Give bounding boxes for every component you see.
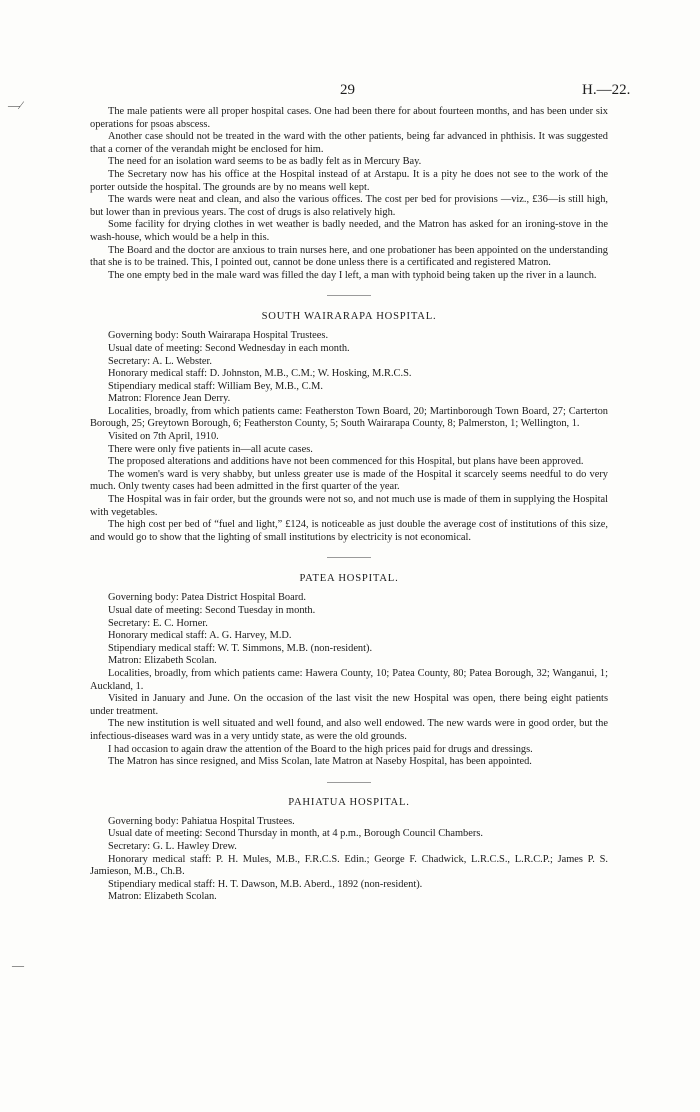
section-title: PAHIATUA HOSPITAL. xyxy=(288,796,410,808)
section-title: SOUTH WAIRARAPA HOSPITAL. xyxy=(261,311,437,323)
paragraph: Governing body: Patea District Hospital Board. xyxy=(108,592,306,604)
paragraph: Usual date of meeting: Second Thursday in month, at 4 p.m., Borough Council Chambers. xyxy=(108,828,483,840)
paragraph: Honorary medical staff: P. H. Mules, M.B., F.R.C.S. Edin.; George F. Chadwick, L.R.C.S., L.R.C.P.; James P. S. Jamieson, M.B., Ch.B. xyxy=(90,853,608,878)
paragraph: The high cost per bed of “fuel and light,” £124, is noticeable as just double the average cost of institutions of this size, and would go to show that the lighting of small institutions by electricity is not economical. xyxy=(90,519,608,543)
paragraph: Secretary: G. L. Hawley Drew. xyxy=(108,840,237,852)
section-divider xyxy=(327,295,371,296)
paragraph: I had occasion to again draw the attention of the Board to the high prices paid for drugs and dressings. xyxy=(108,743,533,755)
paragraph: Secretary: A. L. Webster. xyxy=(108,355,213,367)
text-column xyxy=(90,106,608,904)
section-title: PATEA HOSPITAL. xyxy=(299,573,399,585)
paragraph: Stipendiary medical staff: H. T. Dawson, M.B. Aberd., 1892 (non-resident). xyxy=(108,878,423,890)
paragraph: The wards were neat and clean, and also the various offices. The cost per bed for provisions —viz., £36—is still high, but lower than in previous years. The cost of drugs is also relatively high. xyxy=(90,194,608,218)
paragraph: Visited in January and June. On the occasion of the last visit the new Hospital was open, there being eight patients under treatment. xyxy=(90,693,608,717)
paragraph: Governing body: South Wairarapa Hospital Trustees. xyxy=(108,330,329,342)
document-reference: H.—22. xyxy=(582,82,631,98)
paragraph: The Board and the doctor are anxious to train nurses here, and one probationer has been appointed on the understanding that she is to be trained. This, I pointed out, cannot be done unless there is a certificated and registered Matron. xyxy=(90,244,608,269)
section-patea xyxy=(90,572,608,768)
section-south-wairarapa xyxy=(90,310,608,544)
paragraph: The women's ward is very shabby, but unless greater use is made of the Hospital it scarcely seems needful to do very much. Only twenty cases had been admitted in the first quarter of the year. xyxy=(90,468,608,493)
paragraph: The Hospital was in fair order, but the grounds were not so, and not much use is made of them in supplying the Hospital with vegetables. xyxy=(90,494,608,518)
paragraph: Another case should not be treated in the ward with the other patients, being far advanced in phthisis. It was suggested that a corner of the verandah might be enclosed for him. xyxy=(90,131,608,155)
section-divider xyxy=(327,782,371,783)
paragraph: The Matron has since resigned, and Miss Scolan, late Matron at Naseby Hospital, has been appointed. xyxy=(108,756,532,768)
paragraph: Visited on 7th April, 1910. xyxy=(108,431,219,443)
paragraph: The one empty bed in the male ward was filled the day I left, a man with typhoid being taken up the river in a launch. xyxy=(108,269,597,281)
paragraph: Localities, broadly, from which patients came: Hawera County, 10; Patea County, 80; Patea Borough, 32; Wanganui, 1; Auckland, 1. xyxy=(90,667,608,692)
paragraph: Usual date of meeting: Second Tuesday in month. xyxy=(108,605,316,616)
paragraph: Governing body: Pahiatua Hospital Trustees. xyxy=(108,815,295,827)
paragraph: Localities, broadly, from which patients came: Featherston Town Board, 20; Martinborough Town Board, 27; Carterton Borough, 25; Greytown Borough, 6; Featherston County, 5; South Wairarapa County, 8; Palmerston, 1; Wellington, 1. xyxy=(90,405,608,430)
paragraph: Secretary: E. C. Horner. xyxy=(108,617,208,629)
paragraph: Stipendiary medical staff: William Bey, M.B., C.M. xyxy=(108,380,323,392)
paragraph: Matron: Elizabeth Scolan. xyxy=(108,891,217,903)
paragraph: Some facility for drying clothes in wet weather is badly needed, and the Matron has asked for an ironing-stove in the wash-house, which would be a help in this. xyxy=(90,219,608,243)
paragraph: Honorary medical staff: D. Johnston, M.B., C.M.; W. Hosking, M.R.C.S. xyxy=(108,368,412,380)
paragraph: Matron: Florence Jean Derry. xyxy=(108,393,231,405)
paragraph: Honorary medical staff: A. G. Harvey, M.D. xyxy=(108,630,292,642)
paragraph: The male patients were all proper hospital cases. One had been there for about fourteen months, and has been under six operations for psoas abscess. xyxy=(90,106,608,130)
section-pahiatua xyxy=(90,796,608,904)
paragraph: The proposed alterations and additions have not been commenced for this Hospital, but plans have been approved. xyxy=(108,456,584,468)
scan-mark-top: —⁄ xyxy=(8,98,23,112)
section-divider xyxy=(327,557,371,558)
scan-mark-bottom: — xyxy=(12,958,24,972)
section-continued xyxy=(90,106,608,282)
paragraph: There were only five patients in—all acute cases. xyxy=(108,443,313,455)
paragraph: Stipendiary medical staff: W. T. Simmons, M.B. (non-resident). xyxy=(108,642,373,654)
paragraph: Matron: Elizabeth Scolan. xyxy=(108,655,217,667)
paragraph: The new institution is well situated and well found, and also well endowed. The new wards were in good order, but the infectious-diseases ward was in a very untidy state, as were the old grounds. xyxy=(90,718,608,742)
page-number: 29 xyxy=(340,82,355,98)
paragraph: The need for an isolation ward seems to be as badly felt as in Mercury Bay. xyxy=(108,156,422,168)
paragraph: The Secretary now has his office at the Hospital instead of at Arstapu. It is a pity he does not see to the work of the porter outside the hospital. The grounds are by no means well kept. xyxy=(90,168,608,193)
paragraph: Usual date of meeting: Second Wednesday in each month. xyxy=(108,342,350,354)
